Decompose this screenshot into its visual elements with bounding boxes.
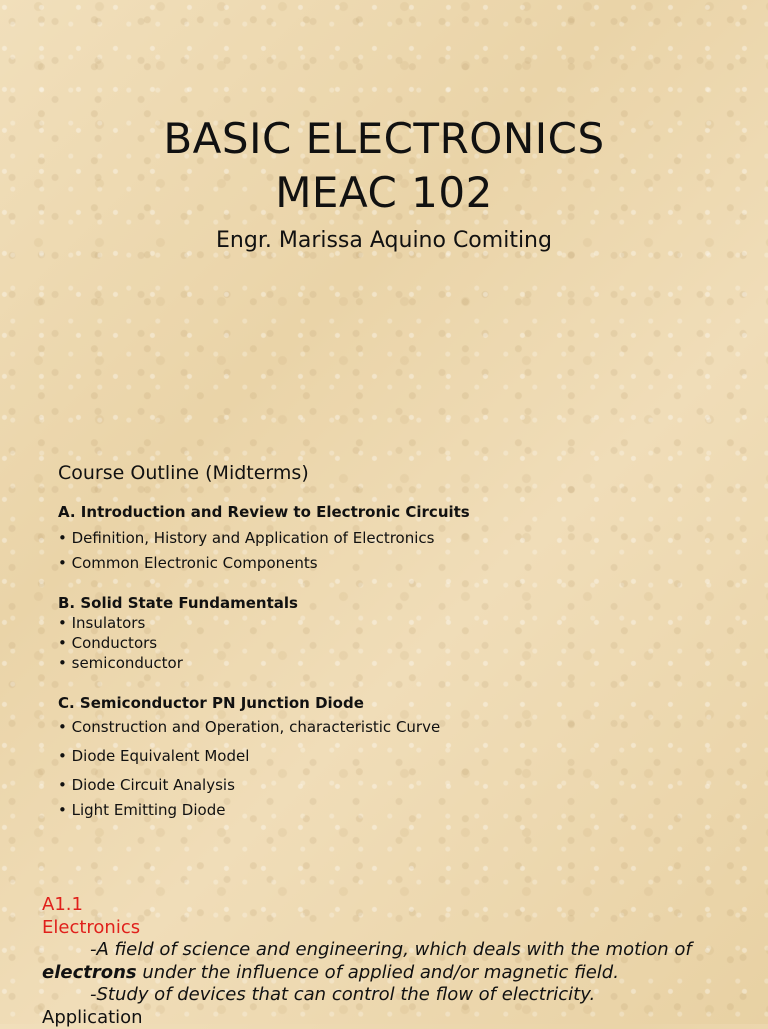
author-name: Engr. Marissa Aquino Comiting bbox=[0, 228, 768, 253]
next-heading: Application bbox=[42, 1007, 742, 1029]
slide-title bbox=[0, 112, 768, 220]
list-item: • Conductors bbox=[58, 633, 738, 653]
definition-code: A1.1 bbox=[42, 894, 742, 917]
list-item: • semiconductor bbox=[58, 653, 738, 673]
outline-section-a bbox=[58, 502, 738, 573]
list-item: • Diode Equivalent Model bbox=[58, 746, 738, 766]
title-line-1: BASIC ELECTRONICS bbox=[0, 112, 768, 166]
list-item: • Construction and Operation, characteristic Curve bbox=[58, 717, 738, 737]
list-item: • Diode Circuit Analysis bbox=[58, 775, 738, 795]
section-heading: B. Solid State Fundamentals bbox=[58, 593, 738, 613]
section-heading: C. Semiconductor PN Junction Diode bbox=[58, 693, 738, 713]
course-outline bbox=[58, 462, 738, 829]
definition-term: Electronics bbox=[42, 917, 742, 940]
bullet-list bbox=[58, 528, 738, 573]
bullet-list bbox=[58, 613, 738, 673]
section-heading: A. Introduction and Review to Electronic Circuits bbox=[58, 502, 738, 522]
definition-line-1-end: under the influence of applied and/or magnetic field. bbox=[137, 962, 619, 983]
definition-block bbox=[42, 894, 742, 1029]
definition-line-2: -Study of devices that can control the flow of electricity. bbox=[42, 984, 742, 1007]
definition-keyword: electrons bbox=[42, 962, 137, 983]
list-item: • Insulators bbox=[58, 613, 738, 633]
outline-section-b bbox=[58, 593, 738, 673]
outline-section-c bbox=[58, 693, 738, 820]
definition-line-1-cont bbox=[42, 962, 742, 985]
list-item: • Definition, History and Application of Electronics bbox=[58, 528, 738, 548]
bullet-list bbox=[58, 717, 738, 820]
list-item: • Light Emitting Diode bbox=[58, 800, 738, 820]
outline-title: Course Outline (Midterms) bbox=[58, 462, 738, 484]
title-line-2: MEAC 102 bbox=[0, 166, 768, 220]
list-item: • Common Electronic Components bbox=[58, 553, 738, 573]
definition-line-1-start: -A field of science and engineering, which deals with the motion of bbox=[42, 939, 742, 962]
